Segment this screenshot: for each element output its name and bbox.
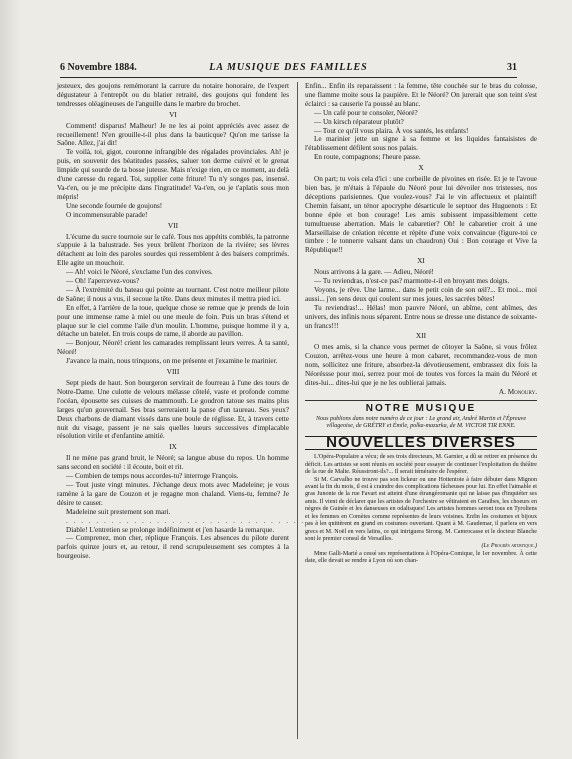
news-source: (Le Progrès artistique.) [481, 543, 537, 550]
paragraph: — Bonjour, Néoré! crient les camarades remplissant leurs verres. À ta santé, Néoré! [57, 339, 289, 357]
section-number: XI [417, 256, 425, 266]
section-number: VII [167, 220, 179, 230]
right-column [305, 82, 537, 566]
paragraph: Enfin... Enfin ils reparaissent : la femme, tête couchée sur le bras du colosse, une flamme moite sous la paupière. Et le Néoré? On jurerait que son teint s'est éclairci : sa causerie l'a poussé au blanc. [305, 82, 537, 108]
paragraph: — Combien de temps nous accordes-tu? interroge François. [66, 472, 239, 481]
news-item: L'Opéra-Populaire a vécu; de ses trois directeurs, M. Garnier, a dû se retirer en présence du déficit. Les artistes se sont réunis en société pour essayer de continuer l'exploitation du théâtre de la rue de Malte. Réussiront-ils?... Il serait téméraire de l'espérer. [305, 454, 537, 476]
section-number: IX [169, 442, 177, 452]
paragraph: Une seconde fournée de goujons! [66, 201, 163, 210]
paragraph: — Comprenez, mon cher, réplique François. Les absences du pilote durent parfois quinze jours et, au retour, il rend scrupuleusement ses comptes à la bourgeoise. [57, 534, 289, 561]
paragraph: On part; tu vois cela d'ici : une corbeille de pivoines en risée. Et je te l'avoue bien bas, je m'étais à l'épaule du Néoré pour lui dévoiler nos tristesses, nos déceptions parisiennes. Que voulez-vous? J'ai le vin affectueux et plaintif! Chemin faisant, un ténor apocryphe désarticule le septuor des Huguenots : Et bonne épée et bon courage! Les amis subissent impassiblement cette tumultueuse aberration. Mais le cabaretier? Oh! le cabaretier croit à une Marseillaise de création récente et répète d'une voix convaincue (figure-toi ce timbre : le tonnerre valsant dans un chaudron) Oui : Bon courage et Vive la République!! [305, 175, 537, 255]
paragraph: Te voilà, toi, gigot, couronne infrangible des régalades provinciales. Ah! je puis, en souvenir des béatitudes passées, saluer ton derme cuivré et le grenat limpide qui sourde de ta bosse juteuse. Mais n'exige rien, en ce moment, au delà d'une caresse du regard. Toi, supplier cette friture! Tu n'y songes pas, insensé. Va-t'en, ou je me précipite dans l'ingratitude! Va-t'en, ou je t'aplatis sous mon mépris! [57, 148, 289, 201]
paragraph: En effet, à l'arrière de la toue, quelque chose se remue que je prends de loin pour une immense rame à miel ou une meule de foin. Puis un bras s'étend et plaque sur le ciel comme l'aile d'un moulin. L'homme, puisque homme il y a, détache un batelet. En trois coups de rame, il aborde au pavillon. [57, 303, 289, 339]
paragraph: Le marinier jette un signe à sa femme et les liquides fantaisistes de l'établissement défilent sous nos palais. [305, 135, 537, 153]
paragraph: J'avance la main, nous trinquons, on me présente et j'examine le marinier. [66, 357, 278, 366]
news-item: Si M. Carvalho ne trouve pas son lickeur ou une Hottentote à faire débuter dans Mignon avant la fin du mois, il est à craindre des complications fâcheuses pour lui. En effet l'aimable et gras Junonie de la rue Favart est atteint d'une étrangéromanie qui ne laisse pas d'inquiéter ses amis. Il vient de déclarer que les artistes de l'orchestre se vêtiraient en Caraïbes, les choeurs en nègres de Guinée et les danseuses en odalisques! Les artistes hommes seront tous en Tyroliens et les femmes en Comètes comme représentes de leurs voisines. Enfin les costumes et bijoux pas à les quittèrent en grand en costumes ouvertant. Quant à M. Gaudemar, il parlera en vers grecs et M. Noël en vers latins, ce qui intriguera Strong. M. Camrocasse et le docteur Blanche sont le premier consul de Versailles. [305, 476, 537, 542]
section-number: XII [415, 331, 427, 341]
paragraph: — Tu reviendras, n'est-ce pas? marmotte-t-il en broyant mes doigts. [314, 277, 510, 286]
paragraph: O incommensurable parade! [66, 210, 148, 219]
paragraph: — Oh! l'apercevez-vous? [66, 277, 140, 286]
notre-musique-text: Nous publions dans notre numéro de ce jour : Le grand air, André Martin et l'Épreuve villageoise, de GRÉTRY et Émile, polka-mazurka, de M. VICTOR TIR ENNE. [315, 415, 527, 430]
paragraph: L'écume du sucre tournoie sur le café. Tous nos appétits comblés, la patronne s'appuie à la balustrade. Ses yeux brûlent l'horizon de la rivière; ses lèvres détachent au loin des paroles sourdes qui ressemblent à des baisers comprimés. Elle agite un mouchoir. [57, 232, 289, 268]
paragraph: En route, compagnons; l'heure passe. [314, 153, 421, 162]
page-spine-shadow [0, 0, 20, 759]
section-number: VIII [166, 367, 180, 377]
running-header [60, 62, 517, 76]
page-number: 31 [507, 62, 517, 73]
paragraph: jesteuex, des goujons remémorant la carrure du notaire honoraire, de l'expert dégustateur à l'entrepôt ou du blatier retraité, des goujons qui fondent les tendresses oléagineuses de l'anguille dans le marbre du brochet. [57, 82, 289, 108]
nouvelles-diverses-heading: NOUVELLES DIVERSES [305, 436, 537, 451]
notre-musique-heading: NOTRE MUSIQUE [365, 402, 477, 414]
paragraph: — Un kirsch réparateur plutôt? [314, 117, 404, 126]
paragraph: — Un café pour te consoler, Néoré? [314, 108, 418, 117]
paragraph: Comment! disparus! Malheur! Je ne les ai point appréciés avec assez de recueillement! N'en grouille-t-il plus dans la bauticque? Qu'on me tarisse la Saône. Allez, j'ai dit! [57, 121, 289, 148]
paragraph: — À l'extrémité du bateau qui pointe au tournant. C'est notre meilleur pilote de Saône; il nous a vus, il secoue la tête. Dans deux minutes il mettra pied ici. [57, 285, 289, 303]
ellipsis-separator: . . . . . . . . . . . . . . . . . . . . . . . . . . . . . . . . . . . . . . . . . [66, 516, 374, 525]
news-item: Mme Galli-Marié a cessé ses représentations à l'Opéra-Comique, le 1er novembre. À cette date, elle devait se rendre à Lyon où son chan- [305, 550, 537, 565]
paragraph: Diable! L'entretien se prolonge indéfiniment et j'en hasarde la remarque. [66, 525, 275, 534]
author-signature: A. Monoury. [498, 387, 537, 396]
header-rule [60, 77, 517, 78]
header-title: LA MUSIQUE DES FAMILLES [209, 62, 368, 73]
paragraph: Voyons, je rêve. Une larme... dans le petit coin de son œil?... Et moi... moi aussi... j'en sens deux qui coulent sur mes joues, les sacrées bêtes! [305, 285, 537, 303]
paragraph: Madeleine suit prestement son mari. [66, 507, 171, 516]
paragraph: — Tout ce qu'il vous plaira. À vos santés, les enfants! [314, 126, 469, 135]
paragraph: O mes amis, si la chance vous permet de côtoyer la Saône, si vous frôlez Couzon, arrêtez-vous une heure à mon cabaret, recommandez-vous de mon nom, sollicitez une friture, absorbez-la dévotieusement, embrassez dix fois la Néoréssse pour moi, serrez pour moi de toutes vos forces la main du Néoré et dites-lui... dites-lui que je ne les oublierai jamais. [305, 343, 537, 387]
paragraph: Nous arrivons à la gare. — Adieu, Néoré! [314, 268, 434, 277]
section-number: X [418, 163, 424, 173]
paragraph: Il ne mène pas grand bruit, le Néoré; sa langue abuse du repos. Un homme sans second en société : il écoute, boit et rit. [57, 454, 289, 472]
section-number: VI [169, 109, 177, 119]
section-rule [305, 400, 537, 401]
column-divider [297, 82, 298, 739]
header-date: 6 Novembre 1884. [60, 62, 137, 73]
paragraph: Sept pieds de haut. Son bourgeron servirait de fourreau à l'une des tours de Notre-Dame. Une culotte de velours mélasse côtelé, vaste et profonde comme l'océan, épousette ses cuisses de mammouth. Le goudron tatoue ses mains plus larges qu'un gouvernail. Ses bras serreraient la panse d'un taureau. Ses yeux? Deux charbons de diamant vissés dans une boule de réglisse. Et, à travers cette nuit du visage, passent je ne sais quelles lueurs successives d'implacable résolution virile et d'enfantine amitié. [57, 379, 289, 441]
paragraph: — Ah! voici le Néoré, s'exclame l'un des convives. [66, 268, 213, 277]
paragraph: Tu reviendras!... Hélas! mon pauvre Néoré, un abîme, cent abîmes, des univers, des infinis nous séparent. Entre nous se dresse une distance de soixante-un francs!!! [305, 303, 537, 330]
paragraph: — Tout juste vingt minutes. J'échange deux mots avec Madeleine; je vous ramène à la gare de Couzon et je regagne mon chaland. Viens-tu, femme? Je désire te causer. [57, 480, 289, 507]
